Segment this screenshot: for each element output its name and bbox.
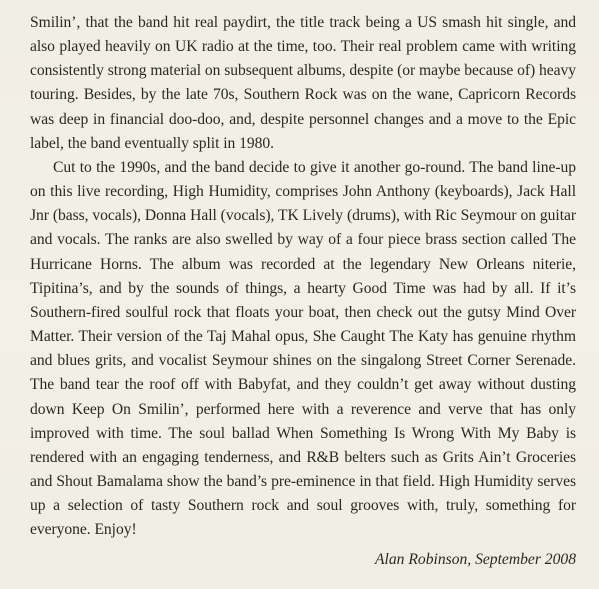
paragraph-career-history: Smilin’, that the band hit real paydirt, the title track being a US smash hit single, and also played heavily on UK radio at the time, too. Their real problem came with writing consistently strong material on subsequent albums, despite (or maybe because of) heavy touring. Besides, by the late 70s, Southern Rock was on the wane, Capricorn Records was deep in financial doo-doo, and, despite personnel changes and a move to the Epic label, the band eventually split in 1980. — [30, 14, 576, 152]
paragraph-high-humidity-review: Cut to the 1990s, and the band decide to give it another go-round. The band line-up on this live recording, High Humidity, comprises John Anthony (keyboards), Jack Hall Jnr (bass, vocals), Donna Hall (vocals), TK Lively (drums), with Ric Seymour on guitar and vocals. The ranks are also swelled by way of a four piece brass section called The Hurricane Horns. The album was recorded at the legendary New Orleans niterie, Tipitina’s, and by the sounds of things, a hearty Good Time was had by all. If it’s Southern-fired soulful rock that floats your boat, then check out the gutsy Mind Over Matter. Their version of the Taj Mahal opus, She Caught The Katy has genuine rhythm and blues grits, and vocalist Seymour shines on the singalong Street Corner Serenade. The band tear the roof off with Babyfat, and they couldn’t get away without dusting down Keep On Smilin’, performed here with a reverence and verve that has only improved with time. The soul ballad When Something Is Wrong With My Baby is rendered with an engaging tenderness, and R&B belters such as Grits Ain’t Groceries and Shout Bamalama show the band’s pre-eminence in that field. High Humidity serves up a selection of tasty Southern rock and soul grooves with, truly, something for everyone. Enjoy! — [30, 158, 576, 539]
liner-notes-body — [30, 11, 576, 542]
author-signature: Alan Robinson, September 2008 — [375, 551, 576, 568]
